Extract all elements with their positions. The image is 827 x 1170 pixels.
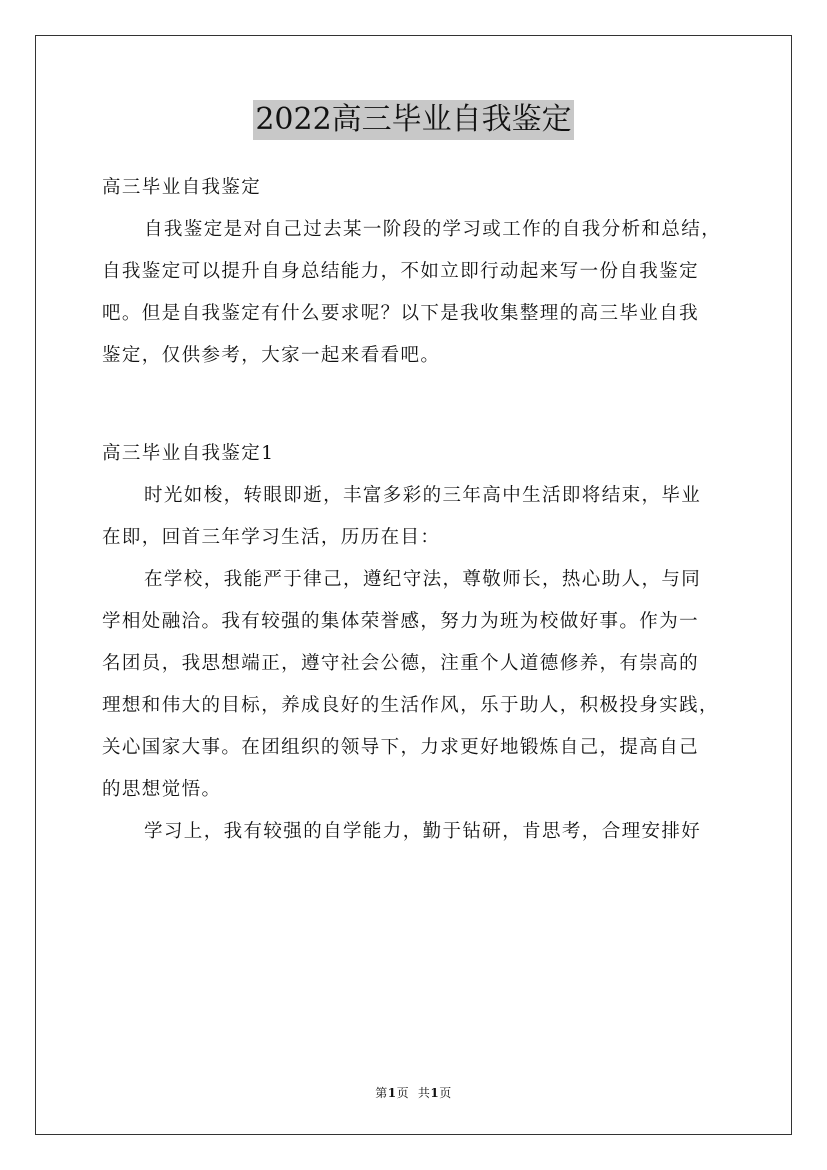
intro-heading: 高三毕业自我鉴定 <box>102 177 262 198</box>
section1-heading: 高三毕业自我鉴定1 <box>102 443 275 464</box>
para3-line-1: 学习上，我有较强的自学能力，勤于钻研，肯思考，合理安排好 <box>144 821 702 842</box>
title-area <box>0 100 827 140</box>
footer-page-number: 1 <box>387 1086 397 1100</box>
page-footer <box>0 1084 827 1101</box>
para2-line-5: 关心国家大事。在团组织的领导下，力求更好地锻炼自己，提高自己 <box>102 737 700 758</box>
footer-page-prefix: 第 <box>375 1086 388 1100</box>
intro-line-1: 自我鉴定是对自己过去某一阶段的学习或工作的自我分析和总结， <box>144 219 722 240</box>
para1-line-2: 在即，回首三年学习生活，历历在目： <box>102 527 441 548</box>
section-spacer <box>102 377 732 433</box>
para2-line-4: 理想和伟大的目标，养成良好的生活作风，乐于助人，积极投身实践， <box>102 695 719 716</box>
intro-line-4: 鉴定，仅供参考，大家一起来看看吧。 <box>102 345 441 366</box>
document-title: 2022高三毕业自我鉴定 <box>253 100 573 140</box>
intro-line-3: 吧。但是自我鉴定有什么要求呢？以下是我收集整理的高三毕业自我 <box>102 303 700 324</box>
para2-line-6: 的思想觉悟。 <box>102 779 222 800</box>
para1-line-1: 时光如梭，转眼即逝，丰富多彩的三年高中生活即将结束，毕业 <box>144 485 702 506</box>
footer-total-prefix: 共 <box>417 1086 431 1100</box>
intro-line-2: 自我鉴定可以提升自身总结能力，不如立即行动起来写一份自我鉴定 <box>102 261 700 282</box>
footer-total-suffix: 页 <box>439 1086 452 1100</box>
footer-total-number: 1 <box>430 1086 440 1100</box>
para2-line-1: 在学校，我能严于律己，遵纪守法，尊敬师长，热心助人，与同 <box>144 569 702 590</box>
para2-line-3: 名团员，我思想端正，遵守社会公德，注重个人道德修养，有崇高的 <box>102 653 700 674</box>
document-body <box>102 167 732 853</box>
footer-page-suffix: 页 <box>396 1086 410 1100</box>
para2-line-2: 学相处融洽。我有较强的集体荣誉感，努力为班为校做好事。作为一 <box>102 611 700 632</box>
